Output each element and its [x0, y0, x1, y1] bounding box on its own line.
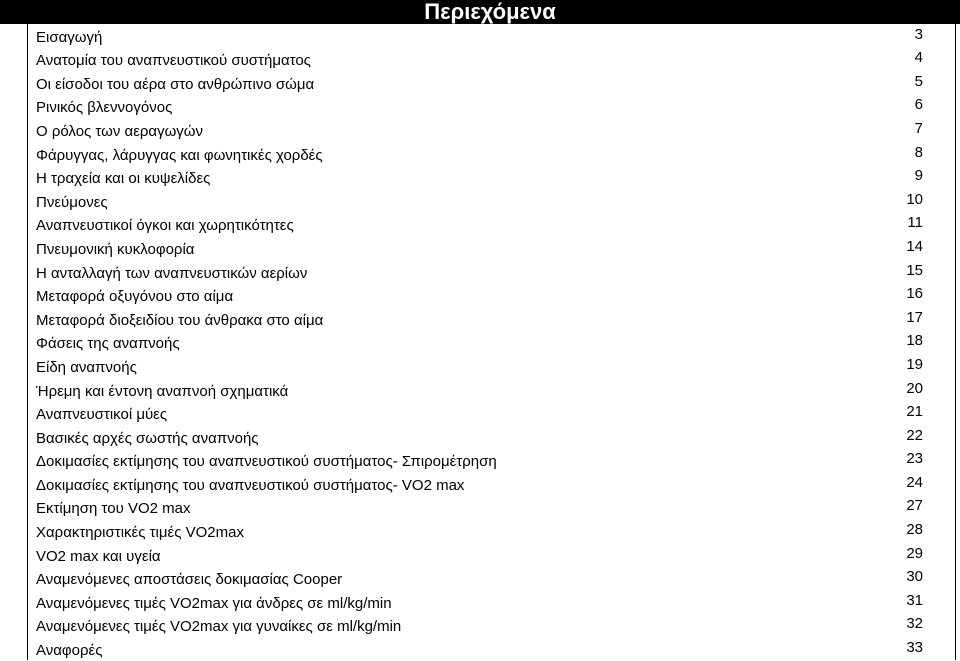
toc-entry-page-number: 10 — [906, 190, 923, 208]
toc-entry — [28, 567, 955, 591]
toc-entry-label: Μεταφορά οξυγόνου στο αίμα — [36, 288, 234, 306]
toc-entry — [28, 284, 955, 308]
toc-entry — [28, 260, 955, 284]
toc-entry-page-number: 30 — [906, 568, 923, 586]
toc-entry-label: Χαρακτηριστικές τιμές VO2max — [36, 524, 244, 542]
page-title: Περιεχόμενα — [424, 0, 556, 24]
toc-entry-page-number: 28 — [906, 521, 923, 539]
toc-entry-page-number: 17 — [906, 308, 923, 326]
toc-entry-label: Δοκιμασίες εκτίμησης του αναπνευστικού συστήματος- VO2 max — [36, 476, 465, 494]
toc-entry — [28, 614, 955, 638]
toc-entry — [28, 213, 955, 237]
toc-entry-label: Οι είσοδοι του αέρα στο ανθρώπινο σώμα — [36, 75, 315, 93]
toc-entry-label: Πνεύμονες — [36, 193, 108, 211]
toc-entry-label: Δοκιμασίες εκτίμησης του αναπνευστικού συστήματος- Σπιρομέτρηση — [36, 453, 497, 471]
toc-entry-label: Η τραχεία και οι κυψελίδες — [36, 170, 211, 188]
toc-entry-label: Μεταφορά διοξειδίου του άνθρακα στο αίμα — [36, 311, 324, 329]
toc-entry-label: Αναμενόμενες αποστάσεις δοκιμασίας Cooper — [36, 571, 343, 589]
toc-entry — [28, 142, 955, 166]
toc-entry-label: Βασικές αρχές σωστής αναπνοής — [36, 429, 259, 447]
toc-entry — [28, 425, 955, 449]
toc-entry — [28, 496, 955, 520]
toc-entry — [28, 24, 955, 48]
toc-entry — [28, 378, 955, 402]
toc-entry-label: Φάρυγγας, λάρυγγας και φωνητικές χορδές — [36, 146, 323, 164]
toc-entry-label: Είδη αναπνοής — [36, 358, 137, 376]
toc-entry-page-number: 4 — [914, 49, 923, 67]
toc-entry-page-number: 20 — [906, 379, 923, 397]
toc-entry-page-number: 21 — [906, 403, 923, 421]
toc-entry — [28, 118, 955, 142]
toc-entry-page-number: 16 — [906, 285, 923, 303]
toc-entry — [28, 590, 955, 614]
toc-entry-label: Ο ρόλος των αεραγωγών — [36, 122, 204, 140]
toc-entry-page-number: 19 — [906, 355, 923, 373]
toc-entry-label: Εκτίμηση του VO2 max — [36, 500, 191, 518]
toc-entry-label: Αναμενόμενες τιμές VO2max για γυναίκες σε ml/kg/min — [36, 618, 402, 636]
toc-entry-label: Αναμενόμενες τιμές VO2max για άνδρες σε ml/kg/min — [36, 594, 392, 612]
toc-entry — [28, 189, 955, 213]
toc-entry-label: VO2 max και υγεία — [36, 547, 161, 565]
toc-entry — [28, 71, 955, 95]
toc-entry-label: Η ανταλλαγή των αναπνευστικών αερίων — [36, 264, 308, 282]
toc-entry-page-number: 31 — [906, 591, 923, 609]
toc-entry — [28, 449, 955, 473]
toc-entry-label: Ανατομία του αναπνευστικού συστήματος — [36, 52, 311, 70]
toc-entry — [28, 543, 955, 567]
toc-entry-page-number: 24 — [906, 473, 923, 491]
toc-entry — [28, 48, 955, 72]
toc-entry — [28, 402, 955, 426]
toc-entry — [28, 354, 955, 378]
toc-entry-page-number: 33 — [906, 639, 923, 657]
toc-entry — [28, 166, 955, 190]
toc-entry-page-number: 3 — [914, 25, 923, 43]
toc-entry-page-number: 9 — [914, 167, 923, 185]
toc-entry-label: Πνευμονική κυκλοφορία — [36, 240, 195, 258]
toc-list — [28, 24, 955, 661]
toc-entry-page-number: 15 — [906, 261, 923, 279]
table-of-contents — [27, 24, 956, 660]
toc-entry-page-number: 14 — [906, 237, 923, 255]
toc-entry-page-number: 8 — [914, 143, 923, 161]
toc-entry — [28, 472, 955, 496]
toc-entry-page-number: 5 — [914, 72, 923, 90]
toc-entry-page-number: 18 — [906, 332, 923, 350]
toc-entry-label: Αναπνευστικοί όγκοι και χωρητικότητες — [36, 217, 294, 235]
toc-entry-page-number: 23 — [906, 450, 923, 468]
toc-entry-page-number: 6 — [914, 96, 923, 114]
toc-entry-page-number: 22 — [906, 426, 923, 444]
toc-entry — [28, 95, 955, 119]
toc-entry — [28, 307, 955, 331]
toc-entry — [28, 519, 955, 543]
toc-entry-label: Εισαγωγή — [36, 28, 103, 46]
toc-entry-page-number: 32 — [906, 615, 923, 633]
toc-entry-label: Ήρεμη και έντονη αναπνοή σχηματικά — [36, 382, 289, 400]
toc-entry-page-number: 29 — [906, 544, 923, 562]
toc-entry-label: Αναπνευστικοί μύες — [36, 406, 168, 424]
toc-entry-label: Ρινικός βλεννογόνος — [36, 99, 173, 117]
toc-entry-label: Φάσεις της αναπνοής — [36, 335, 180, 353]
toc-entry — [28, 236, 955, 260]
toc-entry-page-number: 7 — [914, 119, 923, 137]
toc-entry-page-number: 11 — [907, 214, 923, 232]
toc-entry-label: Αναφορές — [36, 642, 103, 660]
toc-entry-page-number: 27 — [906, 497, 923, 515]
toc-entry — [28, 331, 955, 355]
toc-entry — [28, 637, 955, 661]
